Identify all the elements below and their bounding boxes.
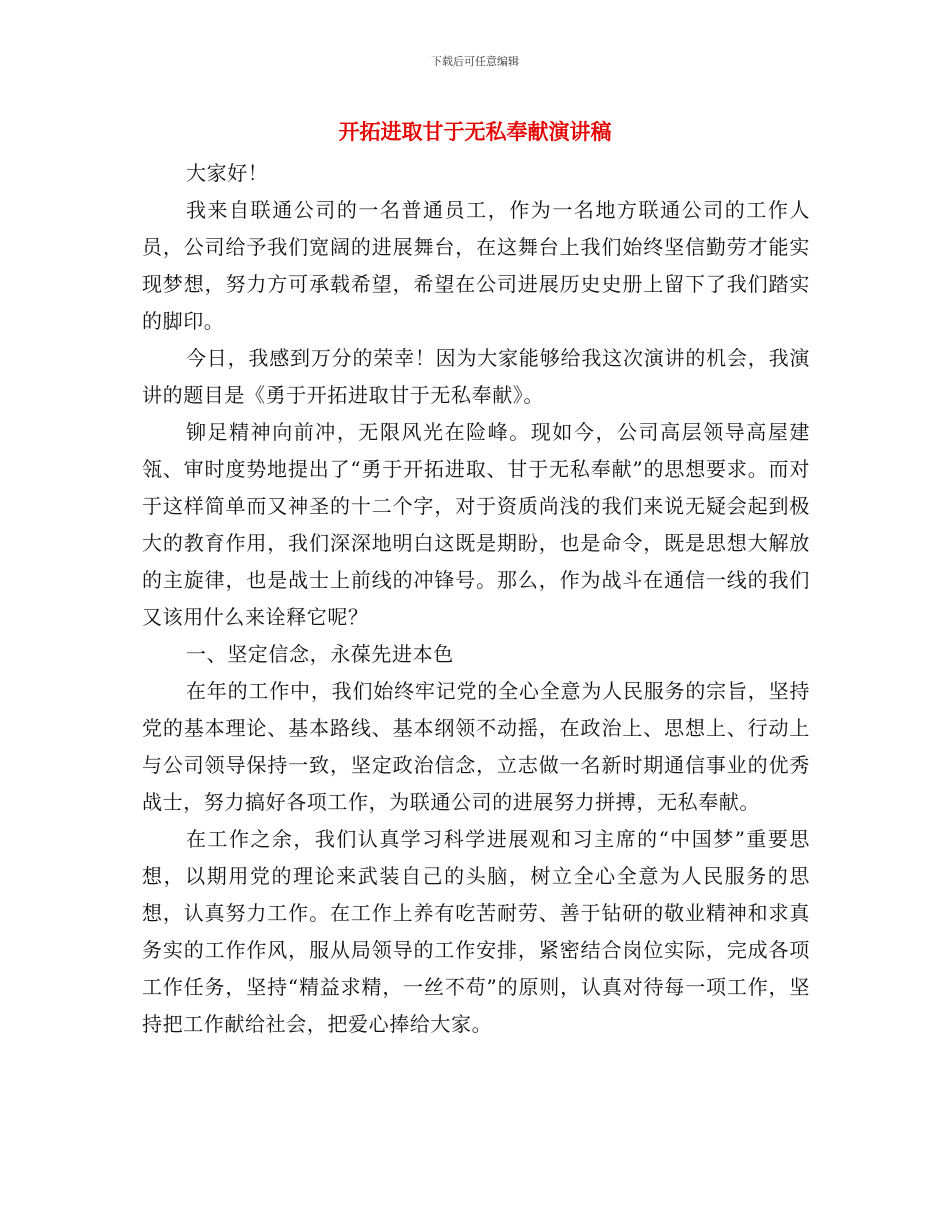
paragraph-study: 在工作之余，我们认真学习科学进展观和习主席的“中国梦”重要思想，以期用党的理论来武装自己的头脑，树立全心全意为人民服务的思想，认真努力工作。在工作上养有吃苦耐劳、善于钻研的敬业精神和求真务实的工作作风，服从局领导的工作安排，紧密结合岗位实际，完成各项工作任务，坚持“精益求精，一丝不苟”的原则，认真对待每一项工作，坚持把工作献给社会，把爱心捧给大家。 <box>142 827 810 1036</box>
header-note: 下载后可任意编辑 <box>431 55 519 68</box>
paragraph-greeting: 大家好！ <box>186 161 269 185</box>
document-title: 开拓进取甘于无私奉献演讲稿 <box>338 119 612 144</box>
paragraph-intro: 我来自联通公司的一名普通员工，作为一名地方联通公司的工作人员，公司给予我们宽阔的进展舞台，在这舞台上我们始终坚信勤劳才能实现梦想，努力方可承载希望，希望在公司进展历史史册上留下了我们踏实的脚印。 <box>142 198 810 333</box>
paragraph-spirit: 铆足精神向前冲，无限风光在险峰。现如今，公司高层领导高屋建瓴、审时度势地提出了“勇于开拓进取、甘于无私奉献”的思想要求。而对于这样简单而又神圣的十二个字，对于资质尚浅的我们来说无疑会起到极大的教育作用，我们深深地明白这既是期盼，也是命令，既是思想大解放的主旋律，也是战士上前线的冲锋号。那么，作为战斗在通信一线的我们又该用什么来诠释它呢？ <box>142 420 810 629</box>
paragraph-topic: 今日，我感到万分的荣幸！因为大家能够给我这次演讲的机会，我演讲的题目是《勇于开拓进取甘于无私奉献》。 <box>142 346 810 407</box>
paragraph-belief: 在年的工作中，我们始终牢记党的全心全意为人民服务的宗旨，坚持党的基本理论、基本路线、基本纲领不动摇，在政治上、思想上、行动上与公司领导保持一致，坚定政治信念，立志做一名新时期通信事业的优秀战士，努力搞好各项工作，为联通公司的进展努力拼搏，无私奉献。 <box>142 679 810 814</box>
section-heading-1: 一、坚定信念，永葆先进本色 <box>186 642 454 666</box>
document-body <box>142 155 810 1043</box>
